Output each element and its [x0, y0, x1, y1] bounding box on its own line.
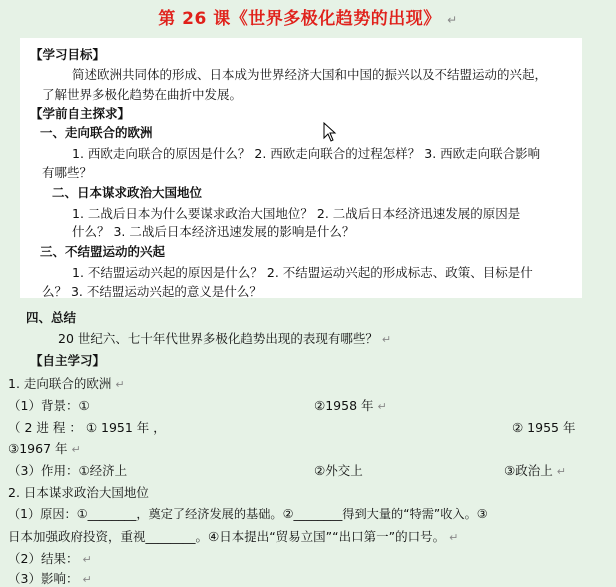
self-study-heading: 【自主学习】 — [30, 353, 106, 368]
item-1-background-a: （1）背景：① — [8, 398, 90, 413]
goal-line-1: 简述欧洲共同体的形成、日本成为世界经济大国和中国的振兴以及不结盟运动的兴起， — [72, 67, 548, 82]
item-2-result-text: （2）结果： — [8, 551, 79, 566]
section-3-question-line-1: 1. 不结盟运动兴起的原因是什么？ 2. 不结盟运动兴起的形成标志、政策、目标是什 — [72, 265, 533, 280]
summary-heading-text: 四、总结 — [26, 310, 77, 325]
item-2-impact-text: （3）影响： — [8, 571, 79, 586]
item-2-cause-line-2-text: 日本加强政府投资，重视________。④日本提出“贸易立国”“出口第一”的口号。 — [8, 529, 446, 544]
paragraph-mark-icon: ↵ — [115, 378, 125, 391]
summary-question — [58, 329, 391, 347]
item-1-background-b-text: ②1958 年 — [314, 398, 374, 413]
item-1-heading — [8, 374, 125, 392]
item-1-effect-a: （3）作用：①经济上 — [8, 463, 128, 478]
paragraph-mark-icon: ↵ — [381, 333, 392, 346]
section-3-heading: 三、不结盟运动的兴起 — [40, 244, 166, 259]
item-2-impact — [8, 569, 92, 587]
goal-line-2: 了解世界多极化趋势在曲折中发展。 — [42, 87, 243, 102]
item-1-process-a: （ 2 进 程 ： ① 1951 年 ， — [8, 420, 166, 435]
item-2-cause-line-2 — [8, 527, 458, 545]
section-1-question-line-2: 有哪些？ — [42, 165, 93, 180]
item-1-heading-text: 1. 走向联合的欧洲 — [8, 376, 112, 391]
goal-heading: 【学习目标】 — [30, 47, 106, 62]
paragraph-mark-icon: ↵ — [556, 465, 566, 478]
explore-heading: 【学前自主探求】 — [30, 106, 131, 121]
embedded-image-panel — [20, 38, 582, 298]
mouse-pointer-icon — [323, 122, 337, 142]
paragraph-mark-icon: ↵ — [82, 553, 92, 566]
item-1-effect-b: ②外交上 — [314, 463, 363, 478]
section-1-question-line-1: 1. 西欧走向联合的原因是什么？ 2. 西欧走向联合的过程怎样？ 3. 西欧走向联合影响 — [72, 146, 541, 161]
summary-heading — [26, 308, 76, 326]
summary-question-text: 20 世纪六、七十年代世界多极化趋势出现的表现有哪些？ — [58, 331, 378, 346]
item-1-effect-c-text: ③政治上 — [504, 463, 553, 478]
paragraph-mark-icon: ↵ — [377, 400, 387, 413]
item-2-cause-line-1: （1）原因：①________，奠定了经济发展的基础。②________得到大量的“特需”收入。③ — [8, 507, 488, 521]
section-2-heading: 二、日本谋求政治大国地位 — [52, 185, 203, 200]
lesson-title — [0, 4, 616, 29]
section-2-question-line-2: 什么？ 3. 二战后日本经济迅速发展的影响是什么？ — [72, 224, 355, 239]
item-1-background-b — [314, 396, 387, 414]
section-2-question-line-1: 1. 二战后日本为什么要谋求政治大国地位？ 2. 二战后日本经济迅速发展的原因是 — [72, 206, 521, 221]
paragraph-mark-icon: ↵ — [447, 13, 458, 27]
item-2-result — [8, 549, 92, 567]
paragraph-mark-icon: ↵ — [82, 573, 92, 586]
section-1-heading: 一、走向联合的欧洲 — [40, 125, 153, 140]
lesson-title-text: 第 26 课《世界多极化趋势的出现》 — [158, 9, 441, 29]
paragraph-mark-icon: ↵ — [71, 443, 81, 456]
item-1-effect-c — [504, 461, 566, 479]
item-1-process-c-text: ③1967 年 — [8, 441, 68, 456]
item-2-heading: 2. 日本谋求政治大国地位 — [8, 485, 149, 500]
item-1-process-b: ② 1955 年 — [512, 420, 576, 435]
paragraph-mark-icon: ↵ — [449, 531, 459, 544]
item-1-process-c — [8, 439, 81, 457]
section-3-question-line-2: 么？ 3. 不结盟运动兴起的意义是什么？ — [42, 284, 262, 299]
